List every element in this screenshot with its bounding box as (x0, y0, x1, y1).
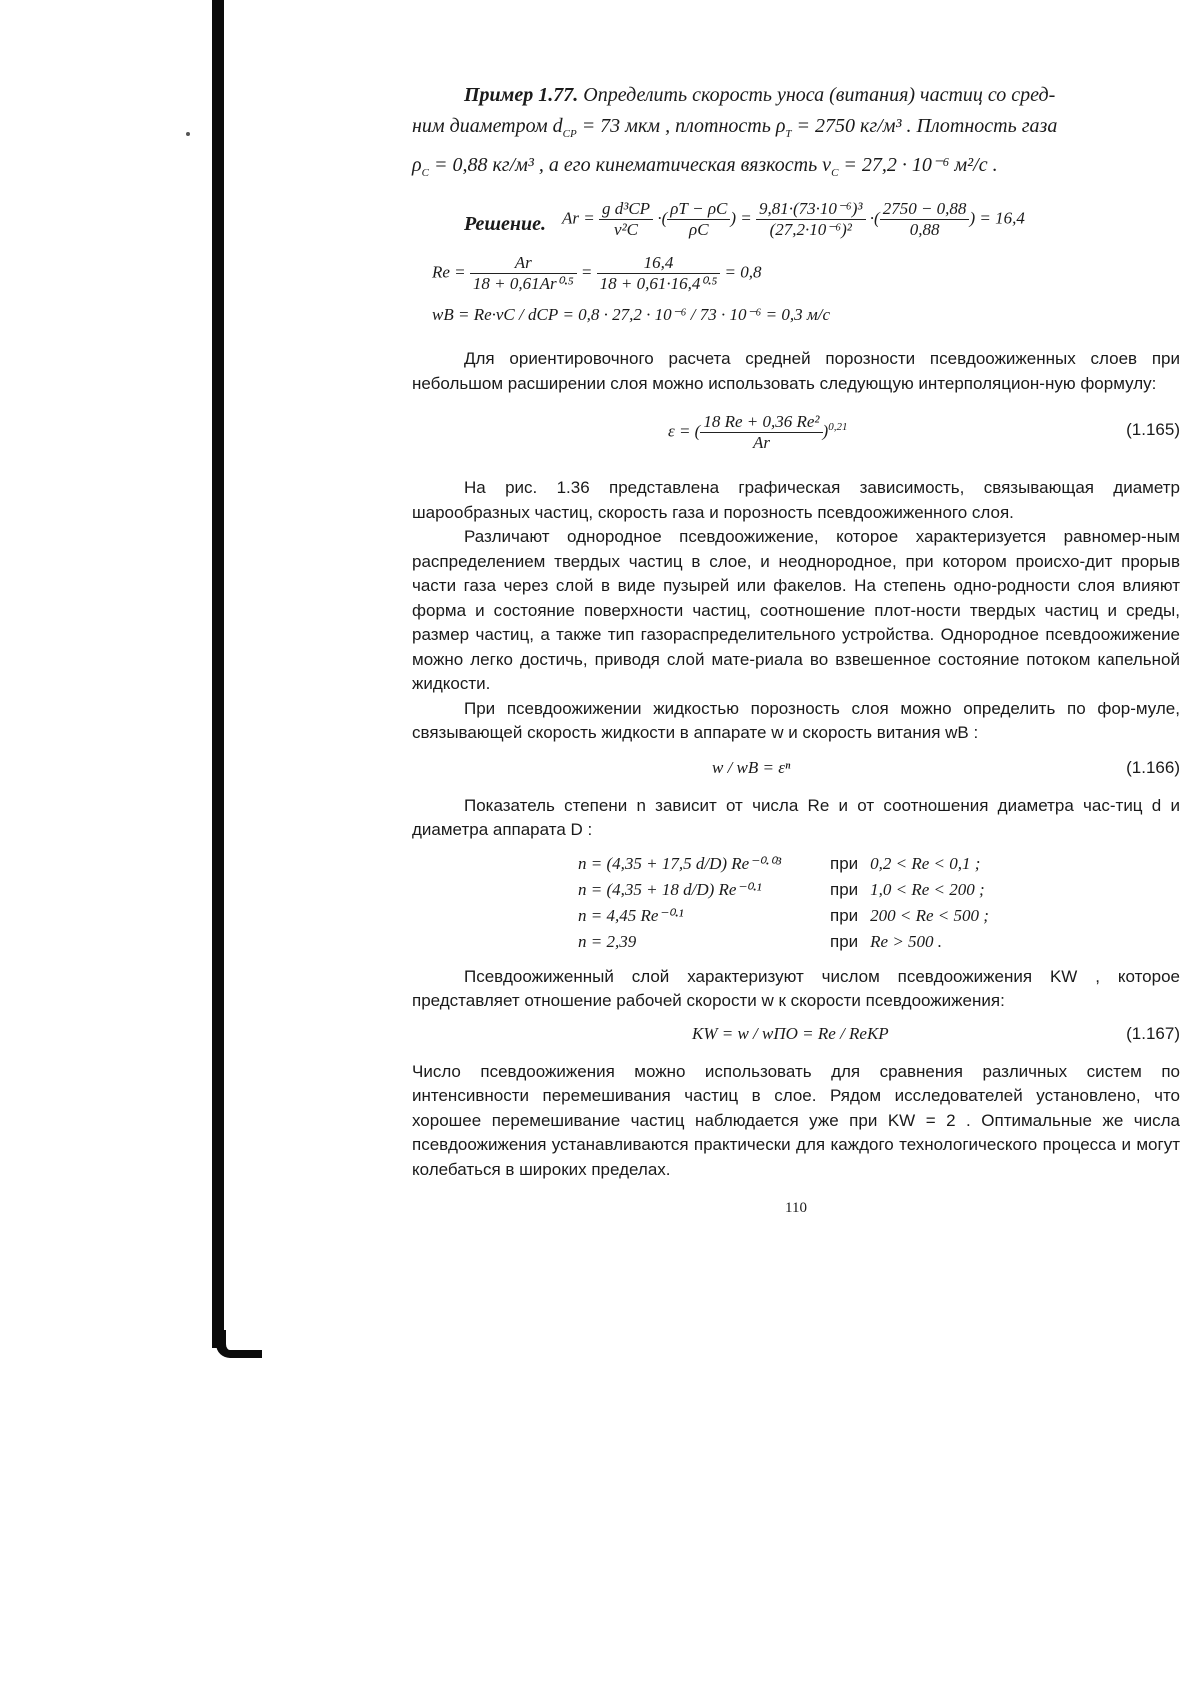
paragraph-porosity-intro: Для ориентировочного расчета средней порозности псевдоожиженных слоев при небольшом расширении слоя можно использовать следующую интерполяцион-ную формулу: (412, 349, 1180, 393)
solution-block (412, 189, 1180, 329)
dcp-value: = 73 мкм , плотность ρ (576, 115, 786, 137)
ar-fraction-3 (756, 199, 866, 240)
paragraph-homogeneous: Различают однородное псевдоожижение, которое характеризуется равномер-ным распределением твердых частиц в слое, и неоднородное, при котором происхо-дит прорыв части газа через слой в виде пузырей или факелов. На степень одно-родности слоя влияют форма и состояние поверхности частиц, соотношение плот-ности твердых частиц и среды, размер частиц, а также тип газораспределительного устройства. Однородное псевдоожижение можно легко достичь, приводя слой мате-риала во взвешенное состояние потоком капельной жидкости. (412, 527, 1180, 693)
scan-speck (186, 132, 190, 136)
eq165-lhs: ε = (668, 421, 691, 441)
ar-f4-den: 0,88 (909, 220, 940, 239)
example-line3: ρ (412, 154, 422, 176)
ar-fraction-1 (599, 199, 653, 240)
re-fraction-1 (470, 253, 577, 294)
paragraph-liquid-fluidization: При псевдоожижении жидкостью порозность слоя можно определить по фор-муле, связывающей скорость жидкости в аппарате w и скорость витания wВ : (412, 698, 1180, 742)
paragraph-exponent: Показатель степени n зависит от числа Re и от соотношения диаметра час-тиц d и диаметра аппарата D : (412, 795, 1180, 839)
eq165-num: 18 Re + 0,36 Re² (700, 412, 822, 433)
example-line3-rest: = 0,88 кг/м³ , а его кинематическая вязкость ν (428, 154, 832, 176)
ar-f3-num: 9,81·(73·10⁻⁶)³ (756, 199, 866, 220)
ar-fraction-4 (880, 199, 970, 240)
re-f1-num: Ar (470, 253, 577, 274)
condition-range: 1,0 < Re < 200 ; (870, 879, 985, 899)
eq165-fraction (700, 412, 822, 453)
re-equation: Re = $\frac{Ar}{\text{18 + 0,61Ar⁰·⁵}}$ = $\frac{16,4}{\text{18 + 0,61·16,4⁰·⁵}}$ = 0,8 (432, 253, 762, 293)
eq165-formula: ε = ( $\frac{\text{18 Re + 0,36 Re²}}{Ar}$ )$^{0,21}$ (668, 412, 848, 452)
re-lhs: Re = (432, 262, 466, 282)
equation-1-165 (412, 402, 1180, 466)
rho-t-value: = 2750 кг/м³ . Плотность газа (791, 115, 1058, 137)
ar-fraction-2 (667, 199, 730, 240)
example-line2: ним диаметром d (412, 115, 563, 137)
re-f2-den: 18 + 0,61·16,4⁰·⁵ (599, 274, 718, 293)
scan-edge-bar (212, 0, 224, 1348)
re-f1-den: 18 + 0,61Ar⁰·⁵ (472, 274, 574, 293)
equation-1-167 (412, 1014, 1180, 1060)
ar-lhs: Ar = (562, 208, 595, 228)
condition-formula: n = 4,45 Re⁻⁰·¹ (578, 905, 684, 925)
condition-word: при (830, 905, 859, 925)
ar-result: = 16,4 (979, 208, 1025, 228)
ar-f3-den: (27,2·10⁻⁶)² (769, 220, 852, 239)
ar-f4-num: 2750 − 0,88 (880, 199, 970, 220)
equation-1-166 (412, 746, 1180, 794)
example-statement (412, 80, 1180, 189)
paragraph-fig-reference: На рис. 1.36 представлена графическая зависимость, связывающая диаметр шарообразных частиц, скорость газа и порозность псевдоожиженного слоя. (412, 478, 1180, 522)
rho-t-subscript: Т (785, 128, 792, 140)
paragraph-mixing: Число псевдоожижения можно использовать для сравнения различных систем по интенсивности перемешивания частиц в слое. Рядом исследователей установлено, что хорошее перемешивание частиц наблюдается уже при KW = 2 . Оптимальные же числа псевдоожижения устанавливаются практически для каждого технологического процесса и могут колебаться в широких пределах. (412, 1061, 1180, 1179)
eq166-number: (1.166) (1126, 757, 1180, 777)
eq165-power: 0,21 (828, 420, 848, 433)
nu-value: = 27,2 · 10⁻⁶ м²/с . (838, 154, 998, 176)
condition-range: 0,2 < Re < 0,1 ; (870, 853, 981, 873)
page-number: 110 (785, 1200, 807, 1216)
condition-formula: n = (4,35 + 18 d/D) Re⁻⁰·¹ (578, 879, 762, 899)
condition-row (572, 903, 995, 929)
ar-f1-num: g d³СР (599, 199, 653, 220)
condition-row (572, 851, 995, 877)
scan-edge-hook (216, 1330, 262, 1358)
condition-word: при (830, 931, 859, 951)
condition-range: Re > 500 . (870, 931, 943, 951)
condition-formula: n = (4,35 + 17,5 d/D) Re⁻⁰·⁰³ (578, 853, 782, 873)
page-content (412, 80, 1180, 1217)
solution-label: Решение. (464, 213, 547, 235)
wb-equation: wВ = Re·νС / dСР = 0,8 · 27,2 · 10⁻⁶ / 73 · 10⁻⁶ = 0,3 м/с (432, 305, 831, 324)
condition-word: при (830, 879, 859, 899)
rho-c-subscript: С (421, 167, 429, 179)
re-fraction-2 (597, 253, 721, 294)
dcp-subscript: СР (562, 128, 577, 140)
eq165-number: (1.165) (1126, 420, 1180, 439)
eq165-den: Ar (752, 433, 770, 452)
re-result: = 0,8 (724, 262, 762, 282)
ar-f2-den: ρС (689, 220, 709, 239)
ar-equation: Ar = $\frac{\text{g d³СР}}{\text{ν²С}}$ ·( $\frac{\rho Т - \rho С}{\rho С}$ ) = $\frac{\text{9,81·(73·10⁻⁶)³}}{\text{(27,2·10⁻⁶)²}}$ ·( $\frac{2750 - 0,88}{0,88}$ ) = 16,4 (562, 199, 1025, 239)
re-f2-num: 16,4 (597, 253, 721, 274)
eq167-number: (1.167) (1126, 1023, 1180, 1043)
eq166-formula: w / wВ = εⁿ (712, 757, 791, 777)
exponent-conditions-table (572, 851, 995, 955)
example-line1: Определить скорость уноса (витания) частиц со сред- (583, 84, 1056, 106)
condition-word: при (830, 853, 859, 873)
ar-f2-num: ρТ − ρС (667, 199, 730, 220)
eq167-formula: KW = w / wПО = Re / ReКР (692, 1023, 889, 1043)
ar-f1-den: ν²С (614, 220, 639, 239)
paragraph-fluidization-number: Псевдоожиженный слой характеризуют числом псевдоожижения KW , которое представляет отношение рабочей скорости w к скорости псевдоожижения: (412, 966, 1180, 1010)
nu-subscript: С (831, 167, 839, 179)
condition-range: 200 < Re < 500 ; (870, 905, 989, 925)
condition-formula: n = 2,39 (578, 931, 637, 951)
condition-row (572, 929, 995, 955)
condition-row (572, 877, 995, 903)
example-label: Пример 1.77. (464, 84, 579, 106)
